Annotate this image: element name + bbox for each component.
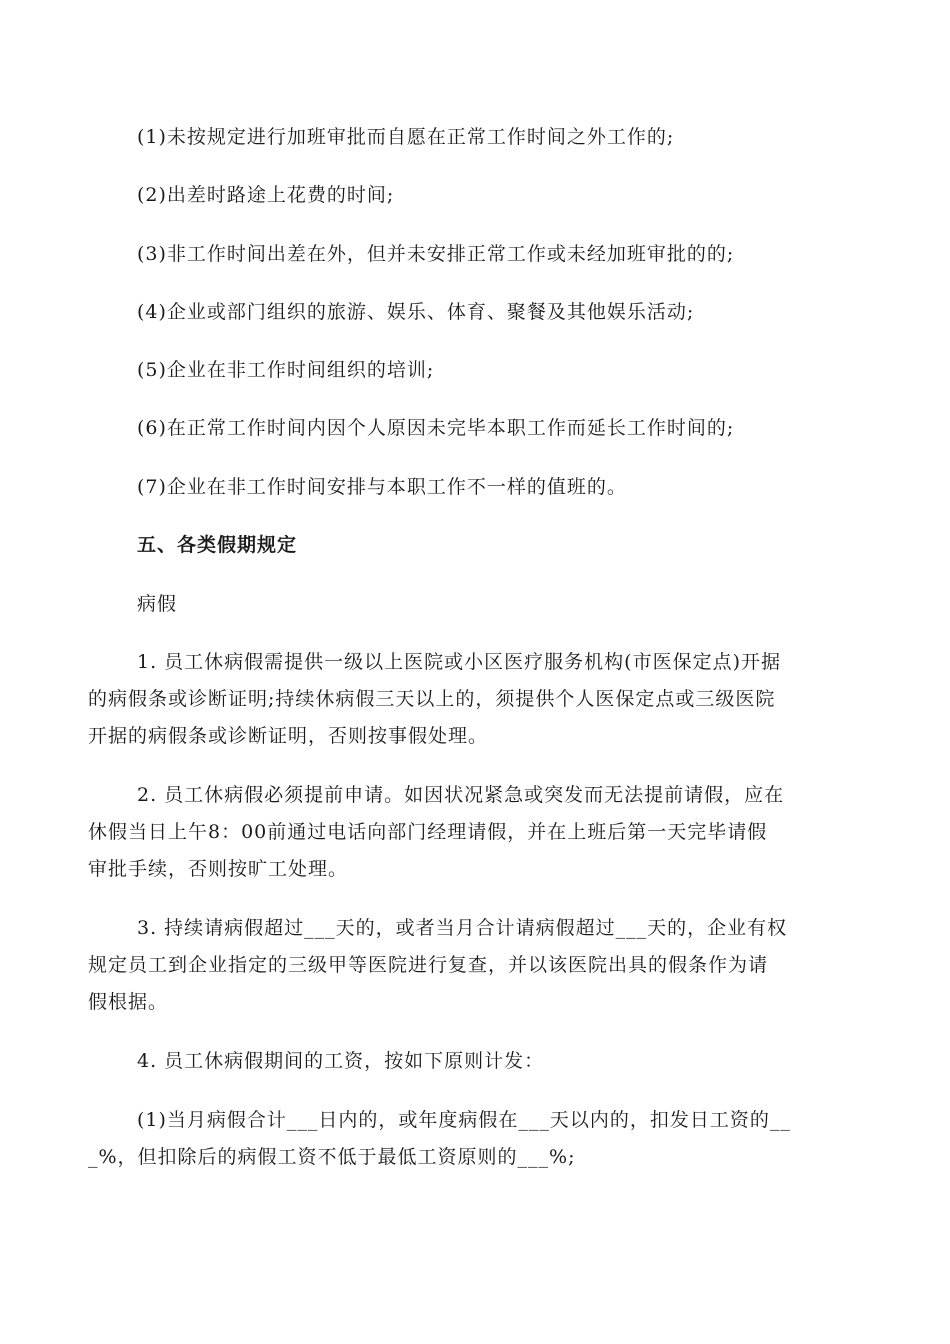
list-item-1: (1)未按规定进行加班审批而自愿在正常工作时间之外工作的; <box>137 126 675 148</box>
paragraph-5-line-2: _%，但扣除后的病假工资不低于最低工资原则的___%; <box>88 1146 576 1168</box>
paragraph-3-line-3: 假根据。 <box>88 991 169 1013</box>
paragraph-4-line-1: 4. 员工休病假期间的工资，按如下原则计发： <box>137 1050 545 1072</box>
list-item-6: (6)在正常工作时间内因个人原因未完毕本职工作而延长工作时间的; <box>137 417 735 439</box>
section-heading: 五、各类假期规定 <box>137 534 298 556</box>
paragraph-1-line-2: 的病假条或诊断证明;持续休病假三天以上的，须提供个人医保定点或三级医院 <box>88 688 776 710</box>
paragraph-3-line-2: 规定员工到企业指定的三级甲等医院进行复查，并以该医院出具的假条作为请 <box>88 954 769 976</box>
paragraph-5-line-1: (1)当月病假合计___日内的，或年度病假在___天以内的，扣发日工资的__ <box>137 1109 791 1131</box>
paragraph-2-line-2: 休假当日上午8：00前通过电话向部门经理请假，并在上班后第一天完毕请假 <box>88 821 768 843</box>
list-item-7: (7)企业在非工作时间安排与本职工作不一样的值班的。 <box>137 476 627 498</box>
list-item-2: (2)出差时路途上花费的时间; <box>137 184 395 206</box>
list-item-4: (4)企业或部门组织的旅游、娱乐、体育、聚餐及其他娱乐活动; <box>137 301 695 323</box>
paragraph-1-line-3: 开据的病假条或诊断证明，否则按事假处理。 <box>88 725 489 747</box>
paragraph-2-line-1: 2. 员工休病假必须提前申请。如因状况紧急或突发而无法提前请假，应在 <box>137 784 785 806</box>
list-item-5: (5)企业在非工作时间组织的培训; <box>137 359 435 381</box>
paragraph-3-line-1: 3. 持续请病假超过___天的，或者当月合计请病假超过___天的，企业有权 <box>137 917 788 939</box>
paragraph-1-line-1: 1. 员工休病假需提供一级以上医院或小区医疗服务机构(市医保定点)开据 <box>137 651 781 673</box>
list-item-3: (3)非工作时间出差在外，但并未安排正常工作或未经加班审批的的; <box>137 243 735 265</box>
paragraph-2-line-3: 审批手续，否则按旷工处理。 <box>88 858 349 880</box>
subheading: 病假 <box>137 593 178 615</box>
